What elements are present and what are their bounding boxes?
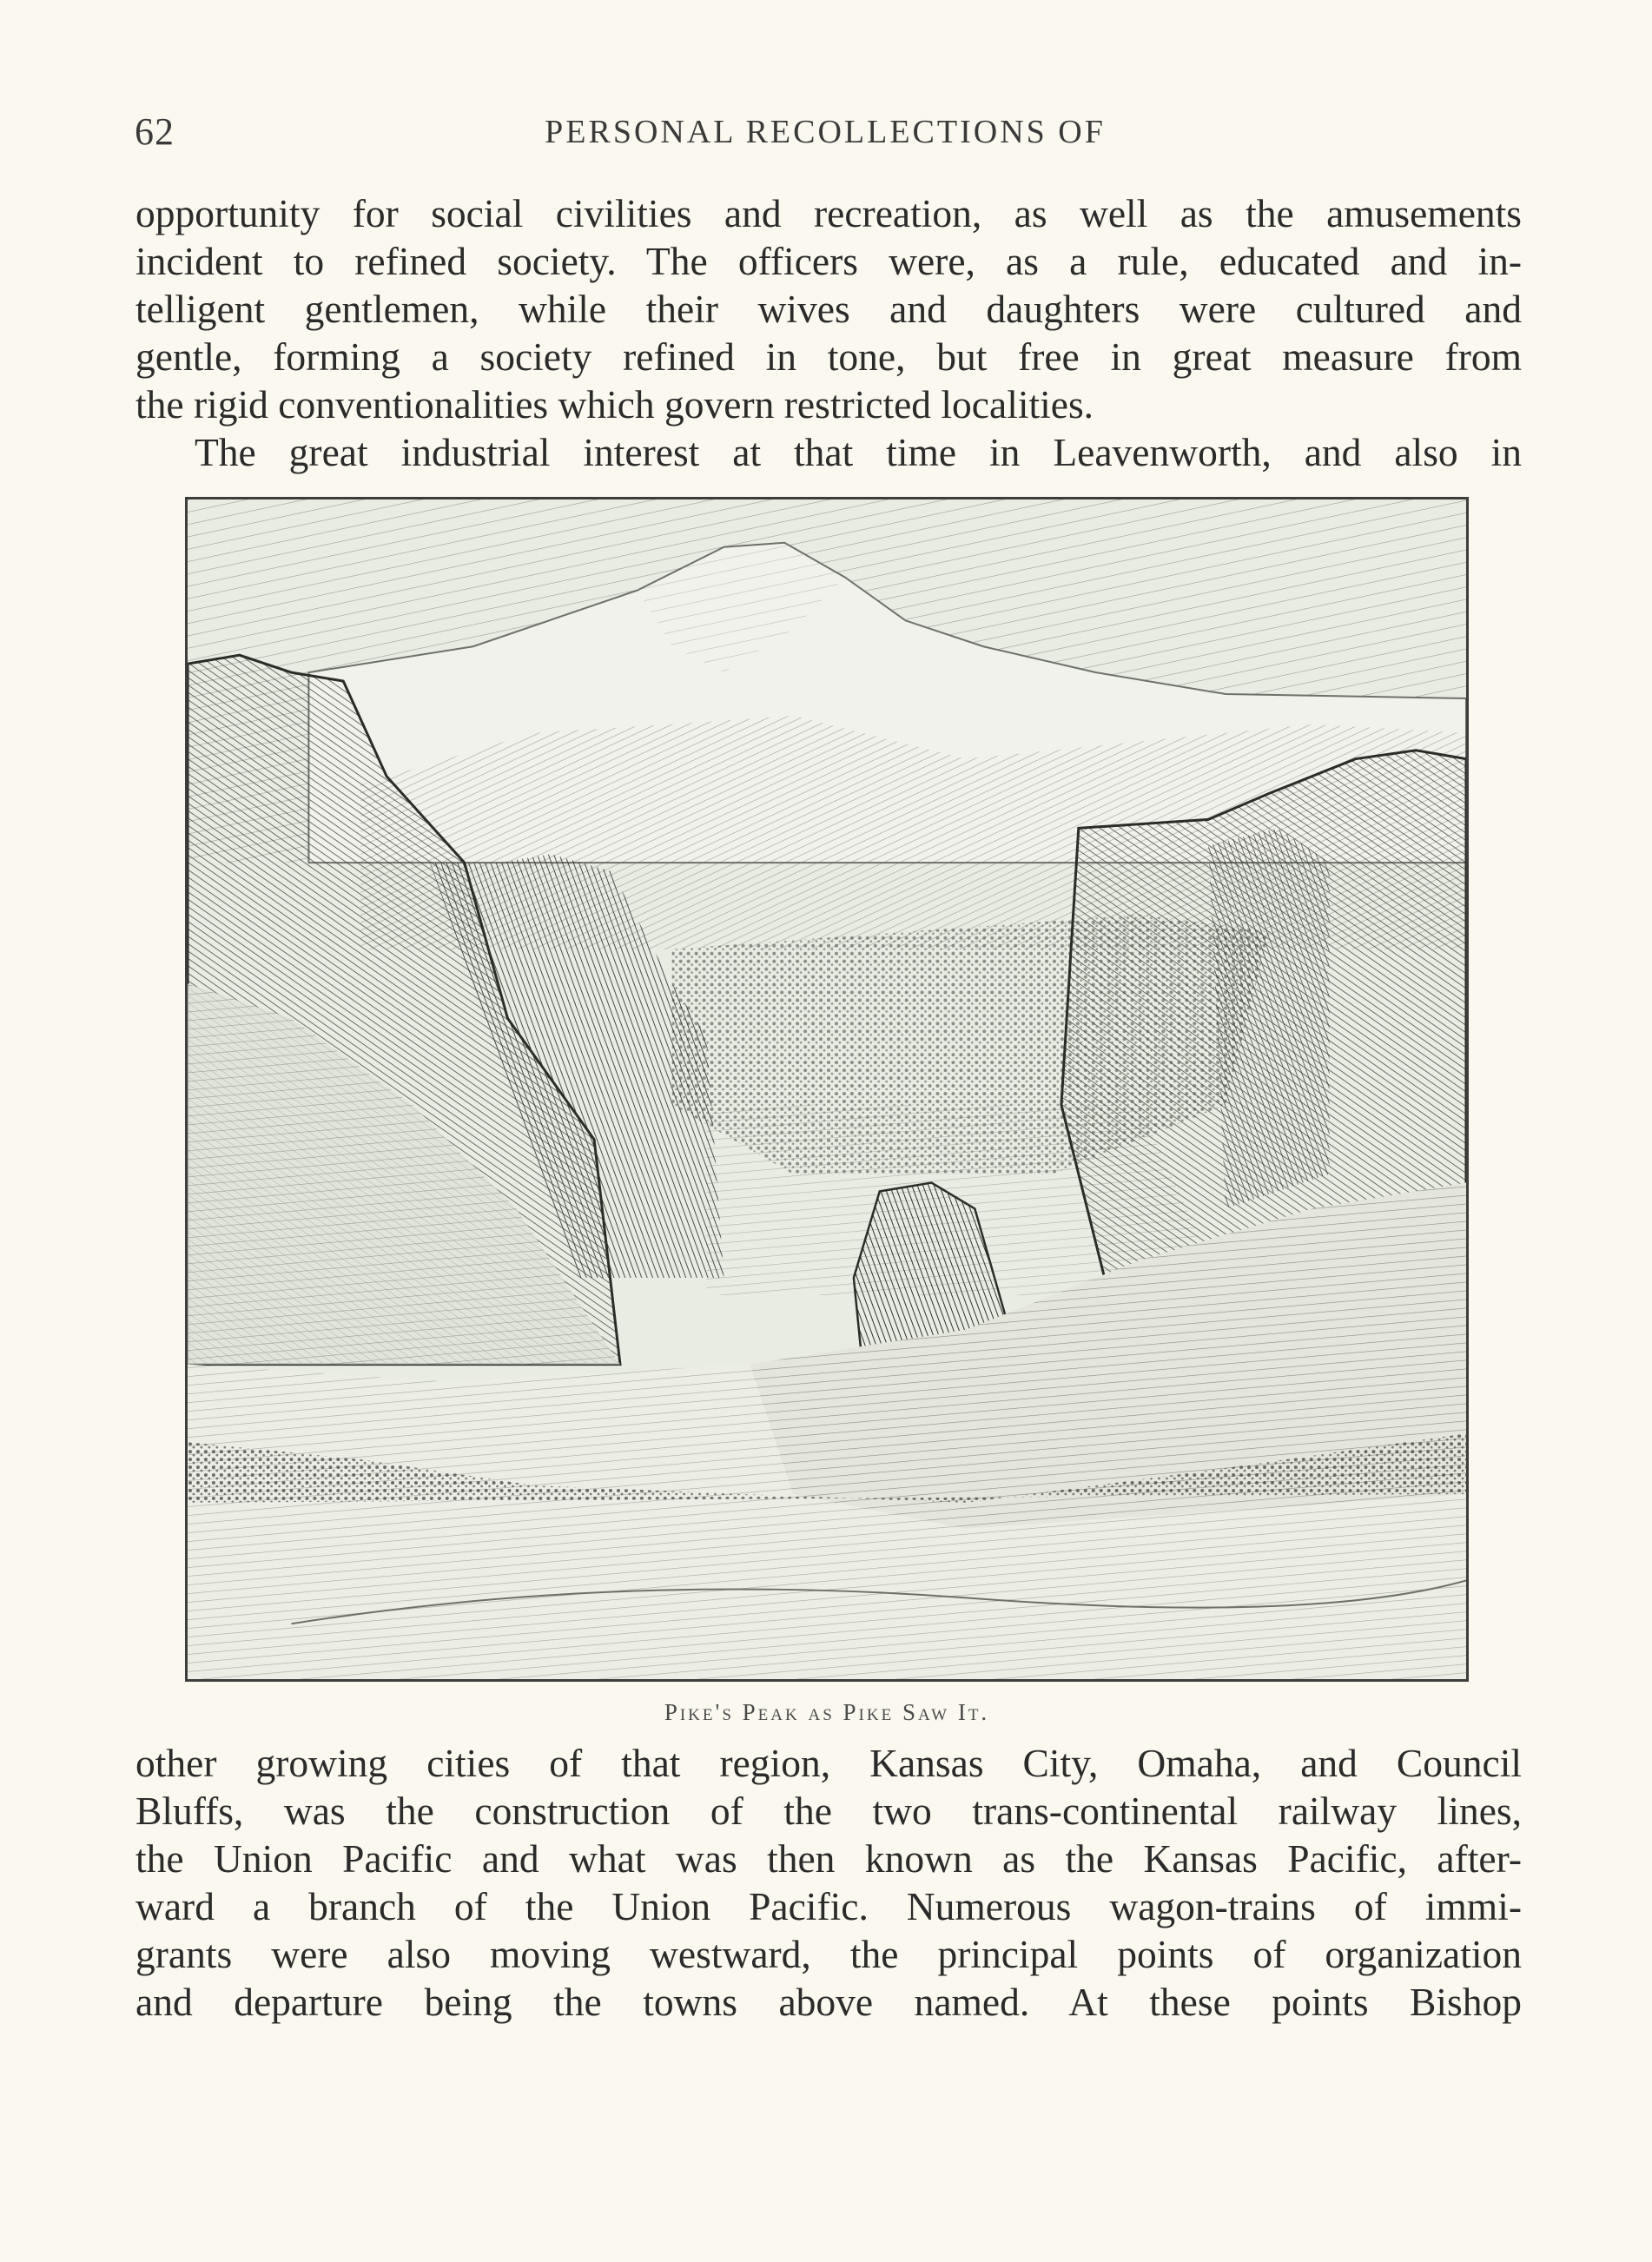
text-line: incident to refined society. The officers were, as a rule, educated and in- bbox=[135, 239, 1522, 283]
paragraph-bottom bbox=[135, 1739, 1522, 2026]
text-line: and departure being the towns above named. At these points Bishop bbox=[135, 1980, 1522, 2024]
text-line: other growing cities of that region, Kansas City, Omaha, and Council bbox=[135, 1741, 1522, 1785]
text-line: opportunity for social civilities and recreation, as well as the amusements bbox=[135, 191, 1522, 235]
page-number: 62 bbox=[135, 110, 175, 153]
running-title: PERSONAL RECOLLECTIONS OF bbox=[545, 114, 1106, 150]
text-line: gentle, forming a society refined in tone, but free in great measure from bbox=[135, 334, 1522, 379]
figure-caption: Pike's Peak as Pike Saw It. bbox=[664, 1699, 990, 1725]
engraving-svg bbox=[188, 499, 1466, 1679]
text-line: ward a branch of the Union Pacific. Numerous wagon-trains of immi- bbox=[135, 1884, 1522, 1928]
text-line: Bluffs, was the construction of the two trans-continental railway lines, bbox=[135, 1789, 1522, 1833]
running-head bbox=[130, 109, 1520, 162]
text-line: telligent gentlemen, while their wives and daughters were cultured and bbox=[135, 287, 1522, 331]
text-line: The great industrial interest at that time in Leavenworth, and also in bbox=[195, 430, 1522, 474]
paragraph-top bbox=[135, 189, 1522, 476]
text-line: grants were also moving westward, the principal points of organization bbox=[135, 1932, 1522, 1976]
text-line: the Union Pacific and what was then known as the Kansas Pacific, after- bbox=[135, 1836, 1522, 1881]
engraving-illustration bbox=[185, 497, 1469, 1682]
right-rock-shadow bbox=[1208, 828, 1329, 1208]
text-line: the rigid conventionalities which govern restricted localities. bbox=[135, 382, 1094, 427]
